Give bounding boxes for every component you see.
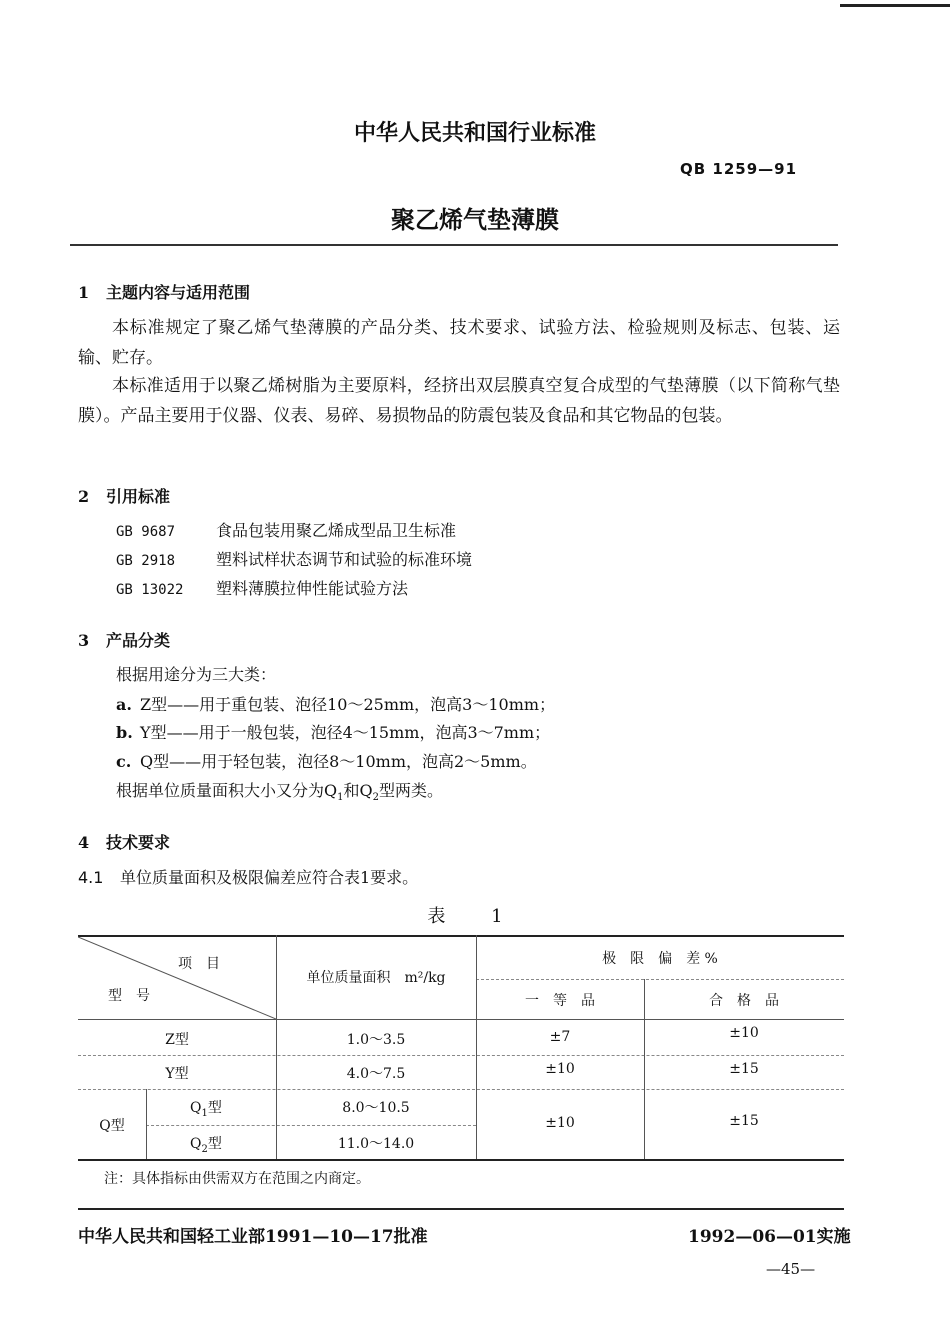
section-1-paragraph-2: 本标准适用于以聚乙烯树脂为主要原料，经挤出双层膜真空复合成型的气垫薄膜（以下简称气垫膜）。产品主要用于仪器、仪表、易碎、易损物品的防震包装及食品和其它物品的包装。 [78,376,840,426]
header-qualified: 合 格 品 [709,993,779,1009]
closing-text: 和Q [343,781,373,800]
corner-diagonal [78,935,276,1019]
item-text: Q型——用于轻包装，泡径8～10mm，泡高2～5mm。 [140,752,537,771]
section-2-heading [78,484,170,507]
section-4-heading [78,830,170,853]
header-mass: 单位质量面积 m²/kg [306,970,446,986]
top-edge-rule [840,4,950,7]
row-z-qualified: ±10 [729,1025,759,1041]
section-number: 3 [78,631,90,650]
header-first-grade: 一 等 品 [525,993,595,1009]
row-q2-type [190,1133,222,1155]
title-divider [70,244,838,246]
reference-name: 塑料薄膜拉伸性能试验方法 [216,579,409,598]
section-title: 产品分类 [106,631,171,650]
section-number: 4 [78,833,90,852]
item-text: Z型——用于重包装、泡径10～25mm，泡高3～10mm； [140,695,556,714]
table-row-rule [146,1125,476,1126]
document-title: 聚乙烯气垫薄膜 [391,205,559,234]
reference-name: 食品包装用聚乙烯成型品卫生标准 [216,521,457,540]
standard-org-heading: 中华人民共和国行业标准 [353,120,596,146]
closing-subscript: 2 [372,792,379,804]
row-q1-mass: 8.0～10.5 [342,1100,410,1116]
reference-item [116,547,472,570]
footer-rule [78,1208,844,1210]
classification-item-a [116,692,555,715]
table-row-rule [78,1055,844,1056]
reference-code: GB 9687 [116,524,176,540]
table-header-bottom-rule [78,1019,844,1020]
classification-item-c [116,749,537,772]
row-y-qualified: ±15 [729,1061,759,1077]
approval-line: 中华人民共和国轻工业部1991—10—17批准 [78,1227,428,1247]
row-q-type: Q型 [99,1118,125,1134]
standard-code: QB 1259—91 [680,160,798,178]
reference-code: GB 2918 [116,553,176,569]
classification-item-b [116,720,550,743]
table-note: 注：具体指标由供需双方在范围之内商定。 [104,1171,370,1187]
item-text: Y型——用于一般包装，泡径4～15mm，泡高3～7mm； [140,723,551,742]
row-q2-mass: 11.0～14.0 [337,1136,415,1152]
section-3-heading [78,628,170,651]
table-1 [78,935,844,1160]
item-marker: a. [116,695,132,714]
classification-intro: 根据用途分为三大类： [116,665,277,684]
item-marker: c. [116,752,132,771]
effective-date: 1992—06—01实施 [688,1227,851,1247]
reference-item [116,576,408,599]
section-title: 引用标准 [106,487,171,506]
reference-name: 塑料试样状态调节和试验的标准环境 [216,550,473,569]
subsection-number: 4.1 [78,868,104,887]
reference-item [116,518,456,541]
classification-closing [116,778,443,803]
q1-label: Q [190,1100,202,1116]
table-bottom-rule [78,1159,844,1161]
header-type-label: 型 号 [108,988,150,1004]
row-y-first: ±10 [545,1061,575,1077]
section-title: 技术要求 [106,833,171,852]
q1-subscript: 1 [201,1107,208,1119]
row-y-type: Y型 [165,1066,189,1082]
q2-subscript: 2 [201,1143,208,1155]
table-caption: 表 1 [427,906,523,927]
section-1-paragraph-1: 本标准规定了聚乙烯气垫薄膜的产品分类、技术要求、试验方法、检验规则及标志、包装、运输、贮存。 [78,318,840,368]
row-z-type: Z型 [165,1032,189,1048]
table-row-rule [78,1089,844,1090]
table-col-rule [146,1089,147,1159]
item-marker: b. [116,723,133,742]
q2-label: Q [190,1136,202,1152]
section-1-heading [78,280,250,303]
row-q1-type [190,1097,222,1119]
closing-text: 根据单位质量面积大小又分为Q [116,781,338,800]
page-number: —45— [766,1260,816,1278]
q1-suffix: 型 [207,1100,222,1116]
row-z-mass: 1.0～3.5 [346,1032,406,1048]
closing-subscript: 1 [337,792,344,804]
section-number: 1 [78,283,90,302]
header-item-label: 项 目 [178,956,220,972]
closing-text: 型两类。 [379,781,444,800]
q2-suffix: 型 [207,1136,222,1152]
subsection-4-1 [78,865,418,888]
subsection-text: 单位质量面积及极限偏差应符合表1要求。 [120,868,419,887]
row-q-first: ±10 [545,1115,575,1131]
header-deviation: 极 限 偏 差 % [602,951,718,967]
row-z-first: ±7 [549,1029,571,1045]
section-title: 主题内容与适用范围 [106,283,251,302]
section-number: 2 [78,487,90,506]
reference-code: GB 13022 [116,582,184,598]
table-header-split-rule [476,979,844,980]
row-y-mass: 4.0～7.5 [346,1066,406,1082]
row-q-qualified: ±15 [729,1113,759,1129]
